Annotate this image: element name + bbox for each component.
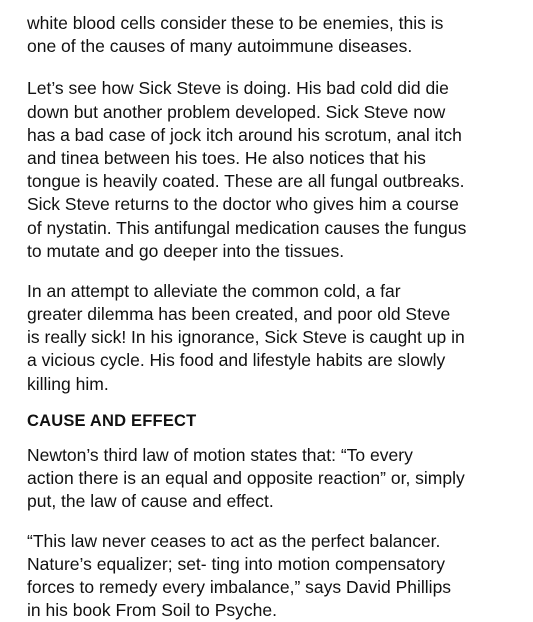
text-line: Sick Steve returns to the doctor who gives him a course (27, 194, 459, 215)
section-heading: CAUSE AND EFFECT (27, 411, 197, 430)
text-line: In an attempt to alleviate the common cold, a far (27, 280, 401, 301)
text-line: Let’s see how Sick Steve is doing. His bad cold did die (27, 78, 449, 99)
text-line: is really sick! In his ignorance, Sick Steve is caught up in (27, 327, 465, 348)
paragraph-sick-steve-fungal (27, 77, 527, 263)
text-line: to mutate and go deeper into the tissues. (27, 240, 345, 261)
text-line: killing him. (27, 373, 109, 394)
text-line: one of the causes of many autoimmune diseases. (27, 36, 413, 57)
paragraph-vicious-cycle (27, 280, 527, 396)
text-line: a vicious cycle. His food and lifestyle habits are slowly (27, 350, 446, 371)
text-line: of nystatin. This antifungal medication causes the fungus (27, 217, 467, 238)
paragraph-perfect-balancer (27, 530, 527, 622)
text-line: greater dilemma has been created, and poor old Steve (27, 304, 451, 325)
document-page (27, 0, 527, 622)
text-line: in his book From Soil to Psyche. (27, 600, 277, 621)
text-line: and tinea between his toes. He also notices that his (27, 147, 426, 168)
text-line: forces to remedy every imbalance,” says David Phillips (27, 576, 452, 597)
text-line: “This law never ceases to act as the perfect balancer. (27, 530, 441, 551)
text-line: white blood cells consider these to be enemies, this is (27, 13, 444, 33)
text-line: tongue is heavily coated. These are all fungal outbreaks. (27, 171, 465, 192)
text-line: has a bad case of jock itch around his scrotum, anal itch (27, 124, 462, 145)
text-line: action there is an equal and opposite reaction” or, simply (27, 468, 465, 489)
text-line: Newton’s third law of motion states that: “To every (27, 445, 413, 465)
text-line: down but another problem developed. Sick Steve now (27, 101, 446, 122)
text-line: Nature’s equalizer; set- ting into motion compensatory (27, 553, 445, 574)
paragraph-autoimmune (27, 12, 527, 58)
paragraph-newton-law (27, 444, 527, 514)
text-line: put, the law of cause and effect. (27, 491, 274, 512)
